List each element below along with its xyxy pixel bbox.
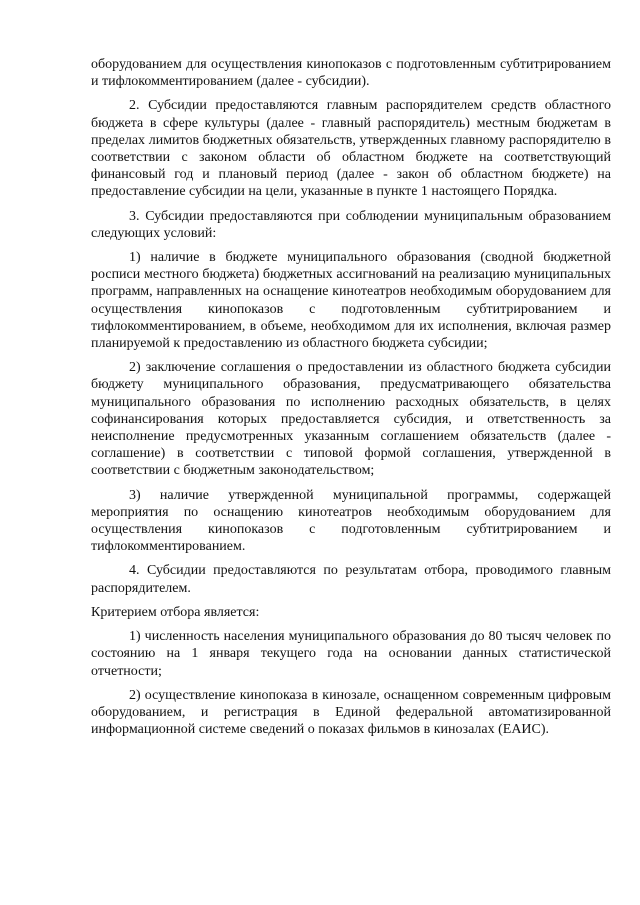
paragraph-item-4: 4. Субсидии предоставляются по результатам отбора, проводимого главным распорядителем.	[91, 563, 611, 596]
paragraph-condition-3: 3) наличие утвержденной муниципальной программы, содержащей мероприятия по оснащению кинотеатров необходимым оборудованием для осуществления кинопоказов с подготовленным субтитрированием и тифлокомментированием.	[91, 487, 611, 555]
paragraph-condition-1: 1) наличие в бюджете муниципального образования (сводной бюджетной росписи местного бюджета) бюджетных ассигнований на реализацию муниципальных программ, направленных на оснащение кинотеатров необходимым оборудованием для осуществления кинопоказов с подготовленным субтитрированием и тифлокомментированием, в объеме, необходимом для их исполнения, включая размер планируемой к предоставлению из областного бюджета субсидии;	[91, 250, 611, 352]
paragraph-criterion-1: 1) численность населения муниципального образования до 80 тысяч человек по состоянию на 1 января текущего года на основании данных статистической отчетности;	[91, 629, 611, 679]
paragraph-item-3: 3. Субсидии предоставляются при соблюдении муниципальным образованием следующих условий:	[91, 208, 611, 241]
paragraph-criteria-heading: Критерием отбора является:	[91, 604, 260, 620]
paragraph-condition-2: 2) заключение соглашения о предоставлении из областного бюджета субсидии бюджету муниципального образования, предусматривающего обязательства муниципального образования по исполнению расходных обязательств, в целях софинансирования которых предоставляется субсидия, и ответственность за неисполнение предусмотренных указанным соглашением обязательств (далее - соглашение) в соответствии с типовой формой соглашения, утвержденной в соответствии с бюджетным законодательством;	[91, 360, 611, 479]
paragraph-item-2: 2. Субсидии предоставляются главным распорядителем средств областного бюджета в сфере культуры (далее - главный распорядитель) местным бюджетам в пределах лимитов бюджетных обязательств, утвержденных главному распорядителю в соответствии с законом области об областном бюджете на соответствующий финансовый год и плановый период (далее - закон об областном бюджете) на предоставление субсидии на цели, указанные в пункте 1 настоящего Порядка.	[91, 98, 611, 200]
paragraph-continuation: оборудованием для осуществления кинопоказов с подготовленным субтитрированием и тифлокомментированием (далее - субсидии).	[91, 57, 611, 90]
paragraph-criterion-2: 2) осуществление кинопоказа в кинозале, оснащенном современным цифровым оборудованием, и регистрация в Единой федеральной автоматизированной информационной системе сведений о показах фильмов в кинозалах (ЕАИС).	[91, 687, 611, 738]
document-body	[91, 56, 611, 745]
